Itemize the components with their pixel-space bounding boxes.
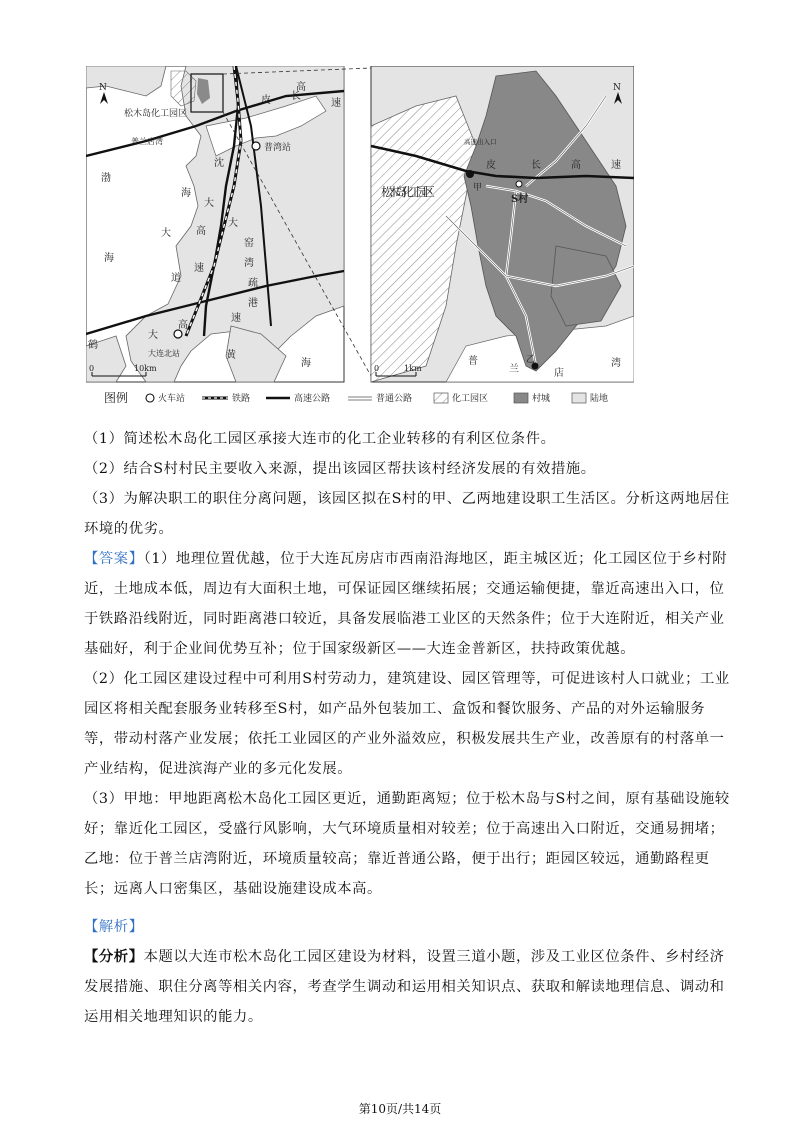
site-jia-label: 甲 [473, 183, 483, 193]
legend-item-ordinary-road: 普通公路 [376, 394, 413, 404]
map-label: 海 [181, 188, 191, 199]
map-svg [86, 66, 634, 406]
puwan-station-label: 普湾站 [264, 143, 292, 153]
map-label: 大 [148, 330, 158, 341]
map-label: 海 [301, 358, 311, 369]
map-label: 速 [611, 160, 621, 171]
map-label: 黄 [226, 350, 236, 361]
right-scale-label: 1km [404, 364, 422, 373]
analysis-body [84, 942, 734, 1032]
answer-part-1 [84, 544, 734, 664]
map-label: 高 [296, 82, 306, 93]
expressway-exit-label: 高速出入口 [464, 138, 497, 146]
left-north-label: N [99, 83, 107, 93]
legend-item-train-station: 火车站 [158, 394, 186, 404]
answer-tag: 【答案】 [84, 551, 144, 567]
site-yi-label: 乙 [526, 355, 536, 365]
map-label: 普 [468, 356, 478, 367]
map-label: 速 [331, 98, 341, 109]
legend-item-railway: 铁路 [232, 394, 251, 404]
map-label: 速 [194, 263, 204, 274]
map-label: 海 [104, 253, 114, 264]
map-label: 渤 [101, 173, 111, 184]
question-3: （3）为解决职工的职住分离问题，该园区拟在S村的甲、乙两地建设职工生活区。分析这两地居住环境的优劣。 [84, 491, 730, 537]
analysis-header [84, 912, 734, 942]
legend-item-village: 村城 [532, 394, 551, 404]
analysis-label: 【分析】 [84, 949, 144, 965]
left-scale-zero: 0 [89, 364, 95, 373]
question-1: （1）简述松木岛化工园区承接大连市的化工企业转移的有利区位条件。 [84, 431, 556, 447]
left-map [86, 66, 344, 382]
map-label: 大 [228, 218, 238, 229]
map-label: 兰 [509, 364, 519, 375]
legend-item-chemical-park: 化工园区 [452, 394, 489, 404]
map-label: 大 [161, 228, 171, 239]
question-2: （2）结合S村村民主要收入来源，提出该园区帮扶该村经济发展的有效措施。 [84, 461, 596, 477]
s-village-label: S村 [511, 194, 529, 205]
map-label: 长 [531, 160, 541, 171]
page-number: 第10页/共14页 [358, 1102, 442, 1116]
map-label: 高 [178, 320, 188, 331]
right-north-label: N [613, 83, 621, 93]
map-label: 沈 [214, 158, 224, 169]
right-map [371, 66, 634, 382]
left-scale-label: 10km [134, 364, 157, 373]
map-label: 湾 [244, 258, 254, 269]
map-label: 大 [204, 198, 214, 209]
answer-part-2: （2）化工园区建设过程中可利用S村劳动力，建筑建设、园区管理等，可促进该村人口就业；工业园区将相关配套服务业转移至S村，如产品外包装加工、盒饭和餐饮服务、产品的对外运输服务等，带动村落产业发展；依托工业园区的产业外溢效应，积极发展共生产业，改善原有的村落单一产业结构，促进滨海产业的多元化发展。 [84, 671, 730, 777]
right-scale-zero: 0 [374, 364, 380, 373]
map-figure [86, 66, 634, 406]
legend-title: 图例 [104, 391, 129, 405]
dalian-north-station-label: 大连北站 [148, 349, 180, 358]
pulan-bay-label: 普兰店湾 [131, 137, 163, 146]
map-label: 湾 [611, 358, 621, 369]
map-label: 长 [291, 91, 301, 102]
right-park-label-1: 松木岛化工园区 [381, 185, 435, 199]
map-label: 店 [554, 368, 564, 379]
map-label: 速 [231, 313, 241, 324]
legend-item-land: 陆地 [590, 394, 609, 404]
map-label: 鹤 [88, 340, 98, 351]
map-label: 皮 [261, 95, 271, 106]
map-legend [104, 390, 608, 405]
left-park-label: 松木岛化工园区 [124, 109, 188, 119]
map-label: 疏 [248, 278, 258, 289]
analysis-text: 本题以大连市松木岛化工园区建设为材料，设置三道小题，涉及工业区位条件、乡村经济发展措施、职住分离等相关内容，考查学生调动和运用相关知识点、获取和解读地理信息、调动和运用相关地理知识的能力。 [84, 949, 725, 1025]
map-label: 港 [248, 298, 258, 309]
map-label: 皮 [486, 160, 496, 171]
map-label: 高 [571, 160, 581, 171]
map-label: 窑 [244, 238, 254, 249]
analysis-tag: 【解析】 [84, 919, 144, 935]
map-label: 道 [171, 273, 181, 284]
map-label: 高 [196, 226, 206, 237]
legend-item-expressway: 高速公路 [294, 394, 331, 404]
answer-text-1: （1）地理位置优越，位于大连瓦房店市西南沿海地区，距主城区近；化工园区位于乡村附近，土地成本低，周边有大面积土地，可保证园区继续拓展；交通运输便捷，靠近高速出入口，位于铁路沿线附近，同时距离港口较近，具备发展临港工业区的天然条件；位于大连附近，相关产业基础好，利于企业间优势互补；位于国家级新区——大连金普新区，扶持政策优越。 [84, 551, 728, 657]
answer-part-3: （3）甲地：甲地距离松木岛化工园区更近，通勤距离短；位于松木岛与S村之间，原有基础设施较好；靠近化工园区，受盛行风影响，大气环境质量相对较差；位于高速出入口附近，交通易拥堵；乙地：位于普兰店湾附近，环境质量较高；靠近普通公路，便于出行；距园区较远，通勤路程更长；远离人口密集区，基础设施建设成本高。 [84, 791, 730, 897]
